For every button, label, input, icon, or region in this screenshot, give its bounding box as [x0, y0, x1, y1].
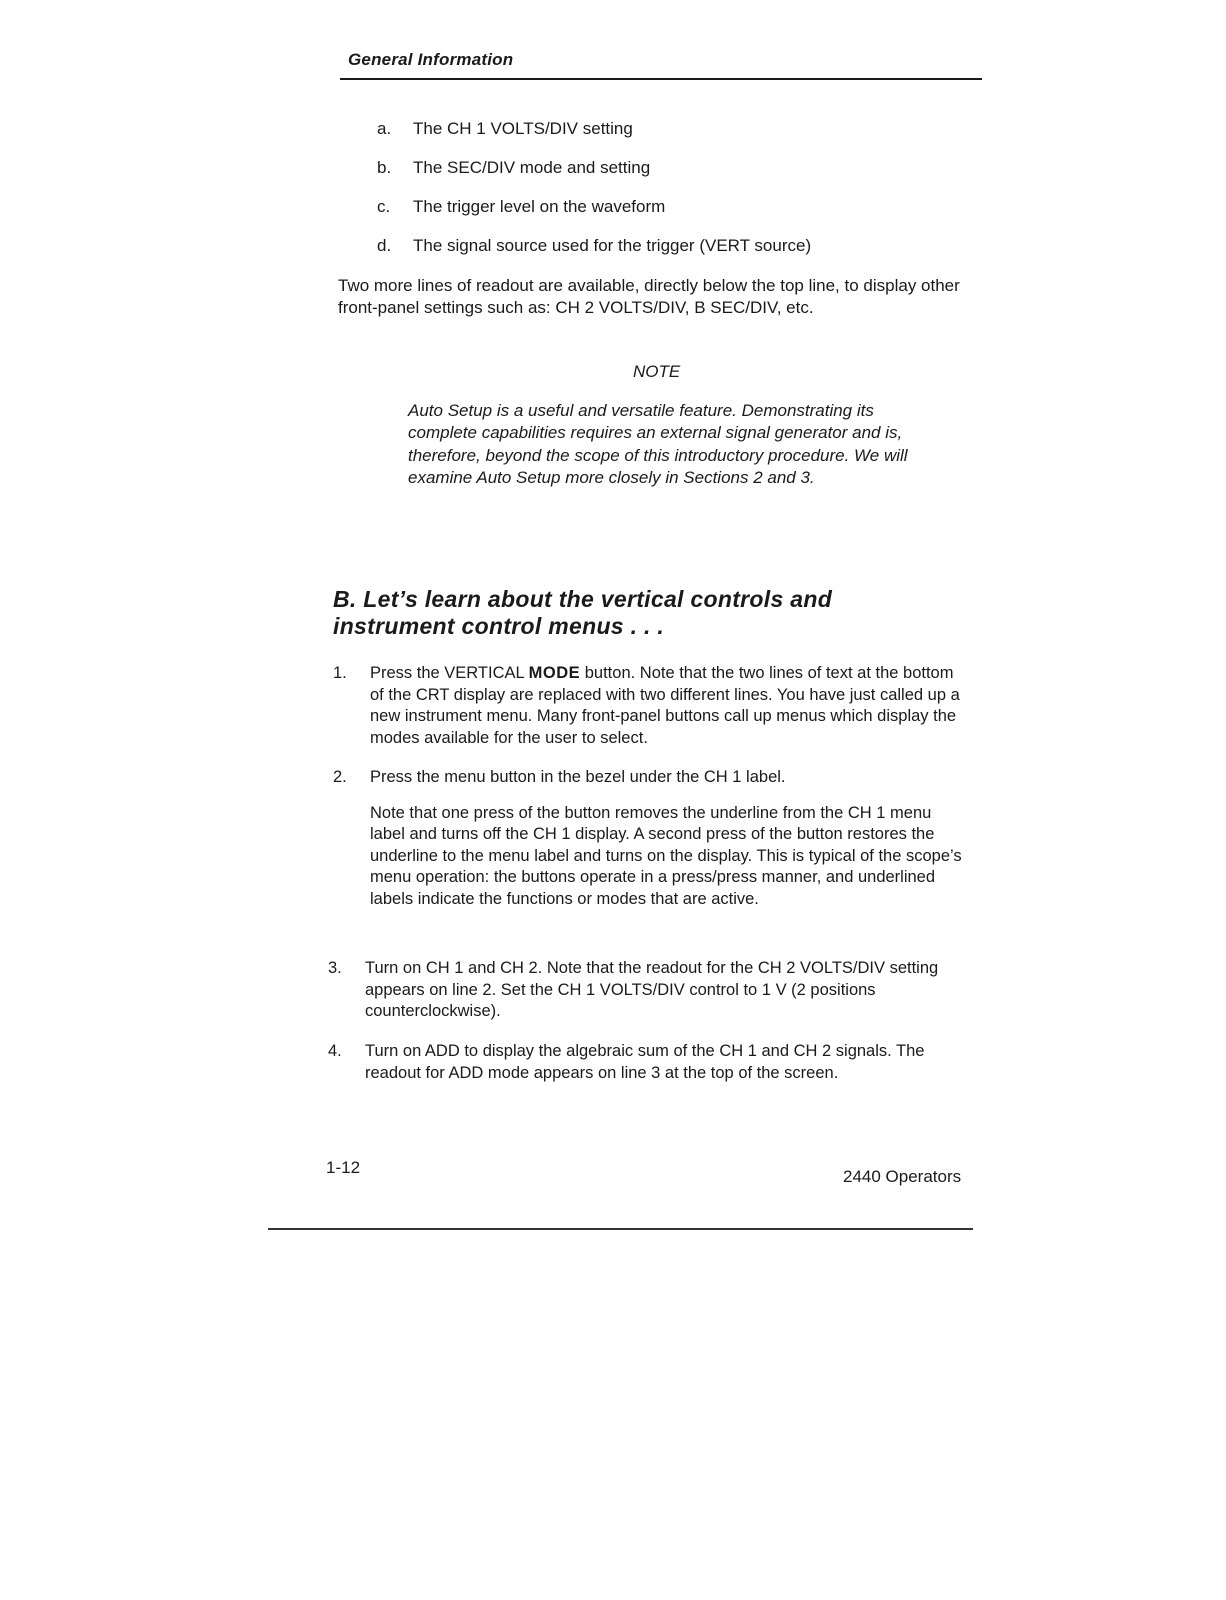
- list-marker: d.: [377, 236, 392, 255]
- list-item-text: The CH 1 VOLTS/DIV setting: [413, 119, 633, 138]
- list-item: [377, 235, 977, 274]
- step-text-part: button. Note that the two lines of text at the bottom of the CRT display are replaced with two different lines. You have just called up a new instrument menu. Many front-panel buttons call up menus which display the modes available for the user to select.: [370, 664, 960, 747]
- running-head: General Information: [348, 50, 514, 69]
- note-title: NOTE: [633, 362, 681, 381]
- note-body: Auto Setup is a useful and versatile feature. Demonstrating its complete capabilities requires an external signal generator and is, therefore, beyond the scope of this introductory procedure. We will examine Auto Setup more closely in Sections 2 and 3.: [408, 401, 908, 488]
- header-rule: [340, 78, 982, 80]
- step-paragraph: Note that one press of the button removes the underline from the CH 1 menu label and turns off the CH 1 display. A second press of the button restores the underline to the menu label and turns on the display. This is typical of the scope’s menu operation: the buttons operate in a press/press manner, and underlined labels indicate the functions or modes that are active.: [370, 803, 962, 908]
- list-item-text: The signal source used for the trigger (VERT source): [413, 236, 812, 255]
- step-paragraph: Press the menu button in the bezel under the CH 1 label.: [370, 768, 786, 786]
- lettered-list: [377, 118, 977, 274]
- list-item-text: The trigger level on the waveform: [413, 197, 666, 216]
- readout-paragraph: Two more lines of readout are available, directly below the top line, to display other front-panel settings such as: CH 2 VOLTS/DIV, B SEC/DIV, etc.: [338, 276, 960, 317]
- list-item: [377, 118, 977, 157]
- list-item-text: The SEC/DIV mode and setting: [413, 158, 651, 177]
- list-marker: b.: [377, 158, 392, 177]
- step-text: Turn on ADD to display the algebraic sum of the CH 1 and CH 2 signals. The readout for ADD mode appears on line 3 at the top of the screen.: [365, 1042, 925, 1082]
- page-number: 1-12: [326, 1158, 361, 1177]
- manual-title: 2440 Operators: [843, 1167, 962, 1186]
- list-marker: c.: [377, 197, 391, 216]
- list-marker: a.: [377, 119, 392, 138]
- step-number: 1.: [333, 664, 347, 682]
- step-number: 4.: [328, 1042, 342, 1060]
- step-text: Turn on CH 1 and CH 2. Note that the readout for the CH 2 VOLTS/DIV setting appears on line 2. Set the CH 1 VOLTS/DIV control to 1 V (2 positions counterclockwise).: [365, 959, 939, 1021]
- section-heading: B. Let’s learn about the vertical controls and instrument control menus . . .: [333, 586, 833, 639]
- footer-rule: [268, 1228, 973, 1230]
- step-text: [370, 767, 970, 925]
- list-item: [377, 157, 977, 196]
- step-text-part: Press the VERTICAL: [370, 664, 529, 682]
- step-number: 2.: [333, 768, 347, 786]
- list-item: [377, 196, 977, 235]
- step-number: 3.: [328, 959, 342, 977]
- step-text: [370, 663, 970, 763]
- mode-keyword: MODE: [528, 664, 581, 682]
